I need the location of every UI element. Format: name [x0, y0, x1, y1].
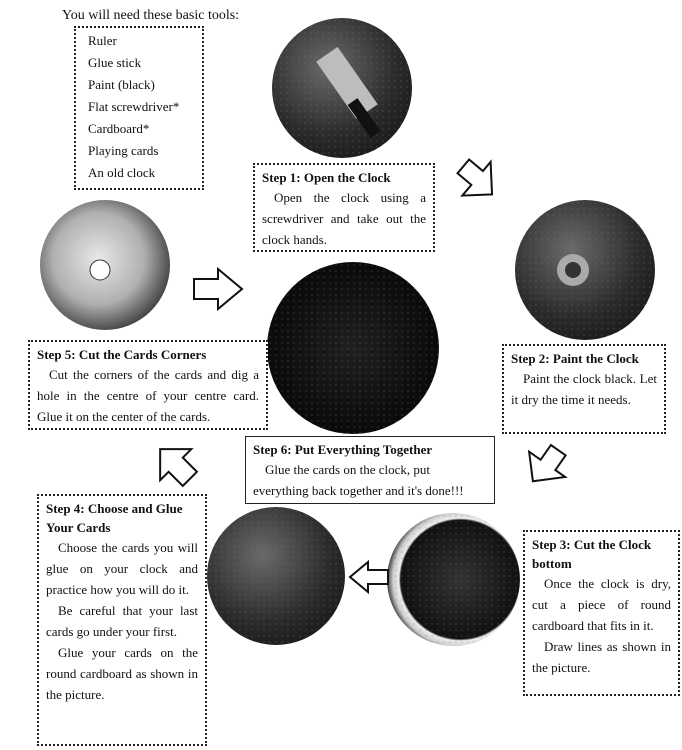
step5-title: Step 5: Cut the Cards Corners: [37, 347, 207, 362]
tool-item: Paint (black): [88, 77, 155, 92]
step1-photo: [272, 18, 412, 158]
step5-box: [28, 340, 268, 430]
arrow-icon: [452, 152, 504, 204]
step2-photo: [515, 200, 655, 340]
step4-photo: [207, 507, 345, 645]
arrow-icon: [190, 265, 246, 313]
tools-heading: You will need these basic tools:: [62, 8, 240, 23]
step2-text: Paint the clock black. Let it dry the time it needs.: [511, 371, 657, 407]
step3-box: [523, 530, 680, 696]
step5-photo: [40, 200, 170, 330]
step1-title: Step 1: Open the Clock: [262, 170, 391, 185]
step2-title: Step 2: Paint the Clock: [511, 351, 639, 366]
step4-title: Step 4: Choose and Glue Your Cards: [46, 501, 183, 535]
finished-clock-photo: [267, 262, 439, 434]
tool-item: An old clock: [88, 165, 156, 180]
step3-photo: [387, 513, 520, 646]
step4-text-3: Glue your cards on the round cardboard as shown in the picture.: [46, 645, 198, 702]
step3-text-2: Draw lines as shown in the picture.: [532, 639, 671, 675]
step1-text: Open the clock using a screwdriver and take out the clock hands.: [262, 190, 426, 247]
step3-title: Step 3: Cut the Clock bottom: [532, 537, 652, 571]
tool-item: Ruler: [88, 33, 117, 48]
step4-text-1: Choose the cards you will glue on your clock and practice how you will do it.: [46, 540, 198, 597]
step4-box: [37, 494, 207, 746]
step2-box: [502, 344, 666, 434]
step6-text: Glue the cards on the clock, put everything back together and it's done!!!: [253, 462, 464, 498]
step6-title: Step 6: Put Everything Together: [253, 442, 433, 457]
step5-text: Cut the corners of the cards and dig a hole in the centre of your centre card. Glue it on the center of the cards.: [37, 367, 259, 424]
step6-box: [245, 436, 495, 504]
arrow-icon: [520, 438, 572, 490]
tools-list: [74, 26, 204, 190]
tool-item: Glue stick: [88, 55, 142, 70]
step4-text-2: Be careful that your last cards go under your first.: [46, 603, 198, 639]
tool-item: Flat screwdriver*: [88, 99, 180, 114]
step1-box: [253, 163, 435, 252]
tool-item: Playing cards: [88, 143, 159, 158]
arrow-icon: [148, 436, 202, 490]
arrow-icon: [348, 560, 390, 594]
tool-item: Cardboard*: [88, 121, 150, 136]
step3-text-1: Once the clock is dry, cut a piece of round cardboard that fits in it.: [532, 576, 671, 633]
